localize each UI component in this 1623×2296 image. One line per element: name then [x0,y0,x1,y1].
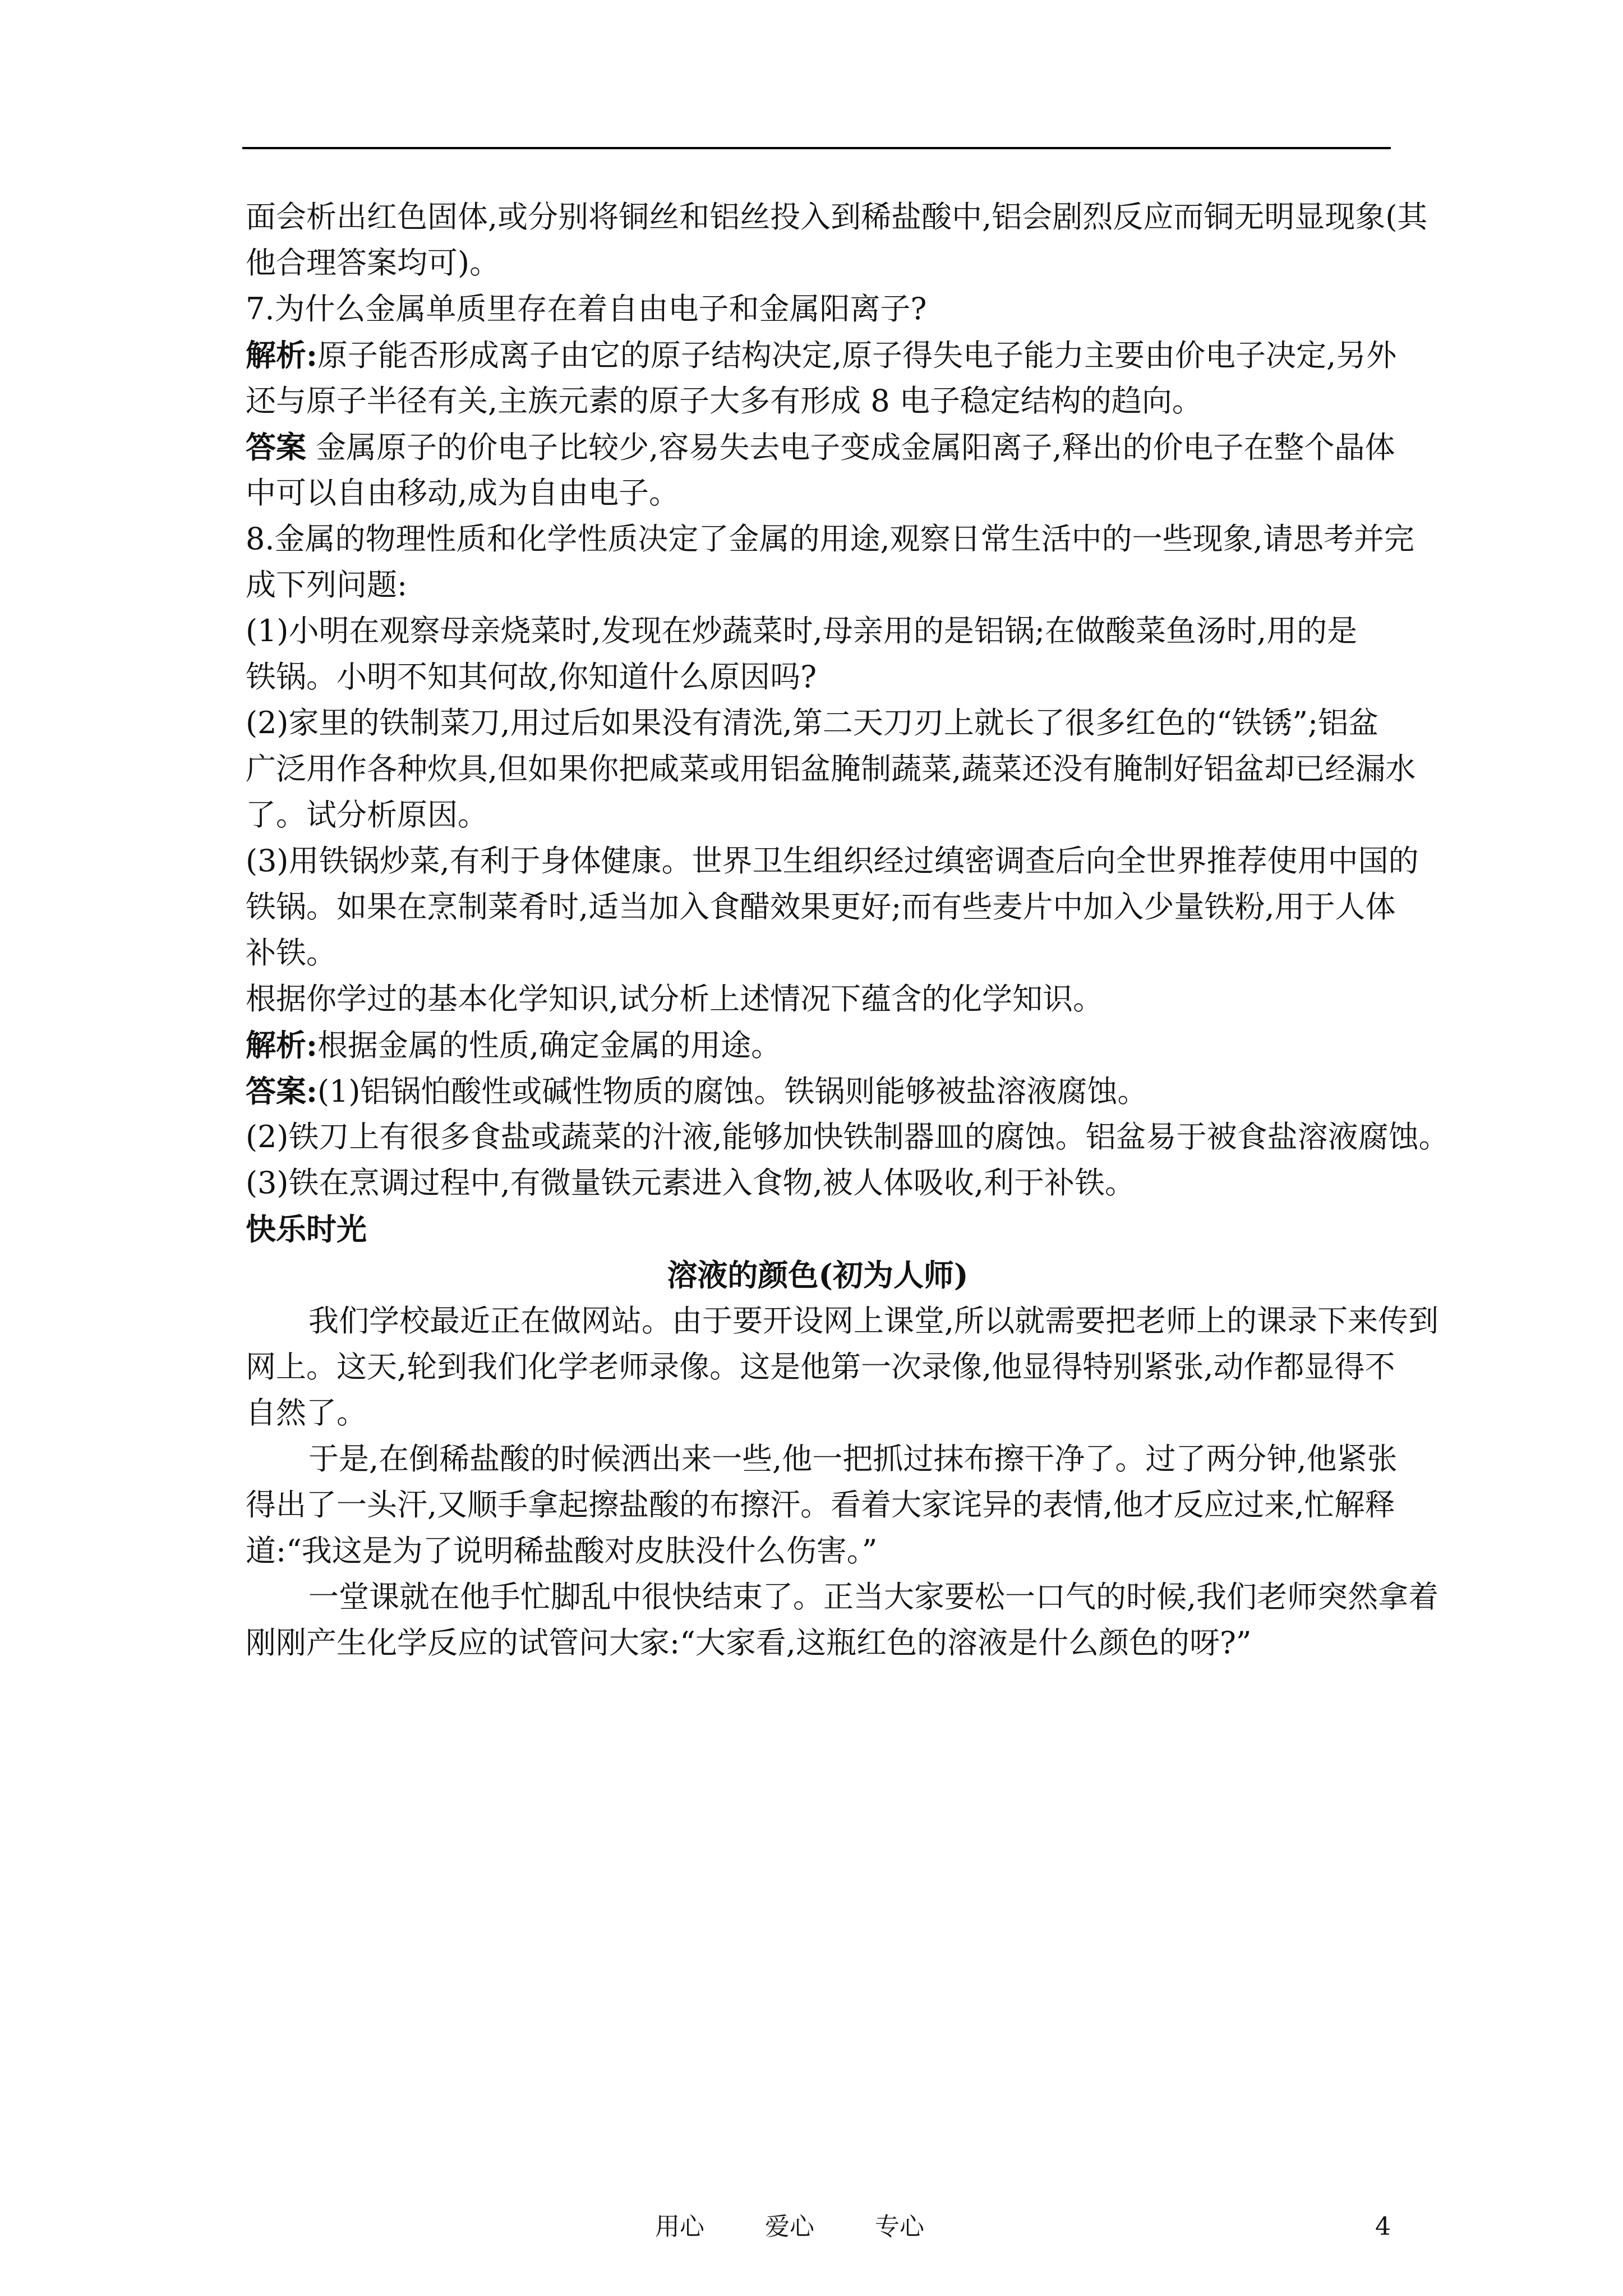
line-label: 答案: [246,1073,317,1109]
page-footer [0,2207,1623,2247]
line-text: 他合理答案均可)。 [246,245,500,280]
text-line [246,286,1390,332]
line-text: 还与原子半径有关,主族元素的原子大多有形成 8 电子稳定结构的趋向。 [246,383,1202,418]
story-block [246,1298,1439,1666]
line-text: 了。试分析原因。 [246,797,488,832]
line-label: 答案 [246,429,306,465]
footer-motto-word: 爱心 [765,2212,814,2241]
page-number: 4 [1375,2212,1391,2241]
text-line [246,700,1390,746]
story-line: 一堂课就在他手忙脚乱中很快结束了。正当大家要松一口气的时候,我们老师突然拿着 [308,1579,1439,1614]
text-line [246,1068,1390,1114]
story-line: 自然了。 [246,1395,367,1430]
line-text: (2)家里的铁制菜刀,用过后如果没有清洗,第二天刀刃上就长了很多红色的“铁锈”;铝盆 [246,705,1379,740]
line-text: 根据金属的性质,确定金属的用途。 [317,1028,782,1063]
line-text: 补铁。 [246,935,336,970]
text-line [246,378,1390,424]
line-text: 成下列问题: [246,567,408,602]
line-text: 广泛用作各种炊具,但如果你把咸菜或用铝盆腌制蔬菜,蔬菜还没有腌制好铝盆却已经漏水 [246,751,1416,786]
text-line [246,654,1390,700]
text-line [246,838,1419,884]
text-line [246,746,1416,792]
line-text: 中可以自由移动,成为自由电子。 [246,475,680,510]
text-line [246,194,1428,240]
text-line [246,792,1390,838]
line-text: 面会析出红色固体,或分别将铜丝和铝丝投入到稀盐酸中,铝会剧烈反应而铜无明显现象(其 [246,199,1428,234]
text-line [246,332,1397,378]
text-line [246,424,1395,470]
line-text: 8.金属的物理性质和化学性质决定了金属的用途,观察日常生活中的一些现象,请思考并完 [246,521,1414,556]
text-line [246,1114,1449,1160]
line-text: (1)小明在观察母亲烧菜时,发现在炒蔬菜时,母亲用的是铝锅;在做酸菜鱼汤时,用的是 [246,613,1358,648]
line-text: (1)铝锅怕酸性或碱性物质的腐蚀。铁锅则能够被盐溶液腐蚀。 [317,1074,1148,1109]
text-line [246,470,1390,516]
story-title: 溶液的颜色(初为人师) [667,1257,969,1293]
line-text: 根据你学过的基本化学知识,试分析上述情况下蕴含的化学知识。 [246,981,1104,1016]
line-text: (2)铁刀上有很多食盐或蔬菜的汁液,能够加快铁制器皿的腐蚀。铝盆易于被食盐溶液腐蚀。 [246,1119,1449,1154]
line-text: (3)铁在烹调过程中,有微量铁元素进入食物,被人体吸收,利于补铁。 [246,1165,1135,1200]
line-label: 解析: [246,1027,317,1063]
story-line: 网上。这天,轮到我们化学老师录像。这是他第一次录像,他显得特别紧张,动作都显得不 [246,1349,1395,1384]
story-line: 我们学校最近正在做网站。由于要开设网上课堂,所以就需要把老师上的课录下来传到 [308,1303,1439,1338]
line-text: 金属原子的价电子比较少,容易失去电子变成金属阳离子,释出的价电子在整个晶体 [306,430,1395,465]
text-line [246,884,1396,930]
story-line: 于是,在倒稀盐酸的时候洒出来一些,他一把抓过抹布擦干净了。过了两分钟,他紧张 [308,1441,1398,1476]
story-line: 得出了一头汗,又顺手拿起擦盐酸的布擦汗。看着大家诧异的表情,他才反应过来,忙解释 [246,1487,1395,1522]
line-text: 铁锅。如果在烹制菜肴时,适当加入食醋效果更好;而有些麦片中加入少量铁粉,用于人体 [246,889,1396,924]
text-line [246,562,1390,608]
line-text: 7.为什么金属单质里存在着自由电子和金属阳离子? [246,291,927,326]
header-rule [242,147,1391,149]
footer-motto [655,2207,924,2247]
text-line [246,1022,1390,1068]
text-line [246,516,1414,562]
line-text: (3)用铁锅炒菜,有利于身体健康。世界卫生组织经过缜密调查后向全世界推荐使用中国的 [246,843,1419,878]
footer-motto-word: 专心 [875,2212,924,2241]
story-line: 道:“我这是为了说明稀盐酸对皮肤没什么伤害。” [246,1533,878,1568]
text-line [246,930,1390,976]
text-line [246,608,1390,654]
page-content [246,194,1449,1666]
text-line [246,240,1390,286]
line-text: 铁锅。小明不知其何故,你知道什么原因吗? [246,659,817,694]
qa-block [246,194,1449,1206]
footer-motto-word: 用心 [655,2212,704,2241]
story-line: 刚刚产生化学反应的试管问大家:“大家看,这瓶红色的溶液是什么颜色的呀?” [246,1625,1252,1660]
line-text: 原子能否形成离子由它的原子结构决定,原子得失电子能力主要由价电子决定,另外 [317,338,1397,373]
line-label: 解析: [246,337,317,373]
section-heading: 快乐时光 [246,1211,367,1247]
text-line [246,1160,1390,1206]
text-line [246,976,1390,1022]
